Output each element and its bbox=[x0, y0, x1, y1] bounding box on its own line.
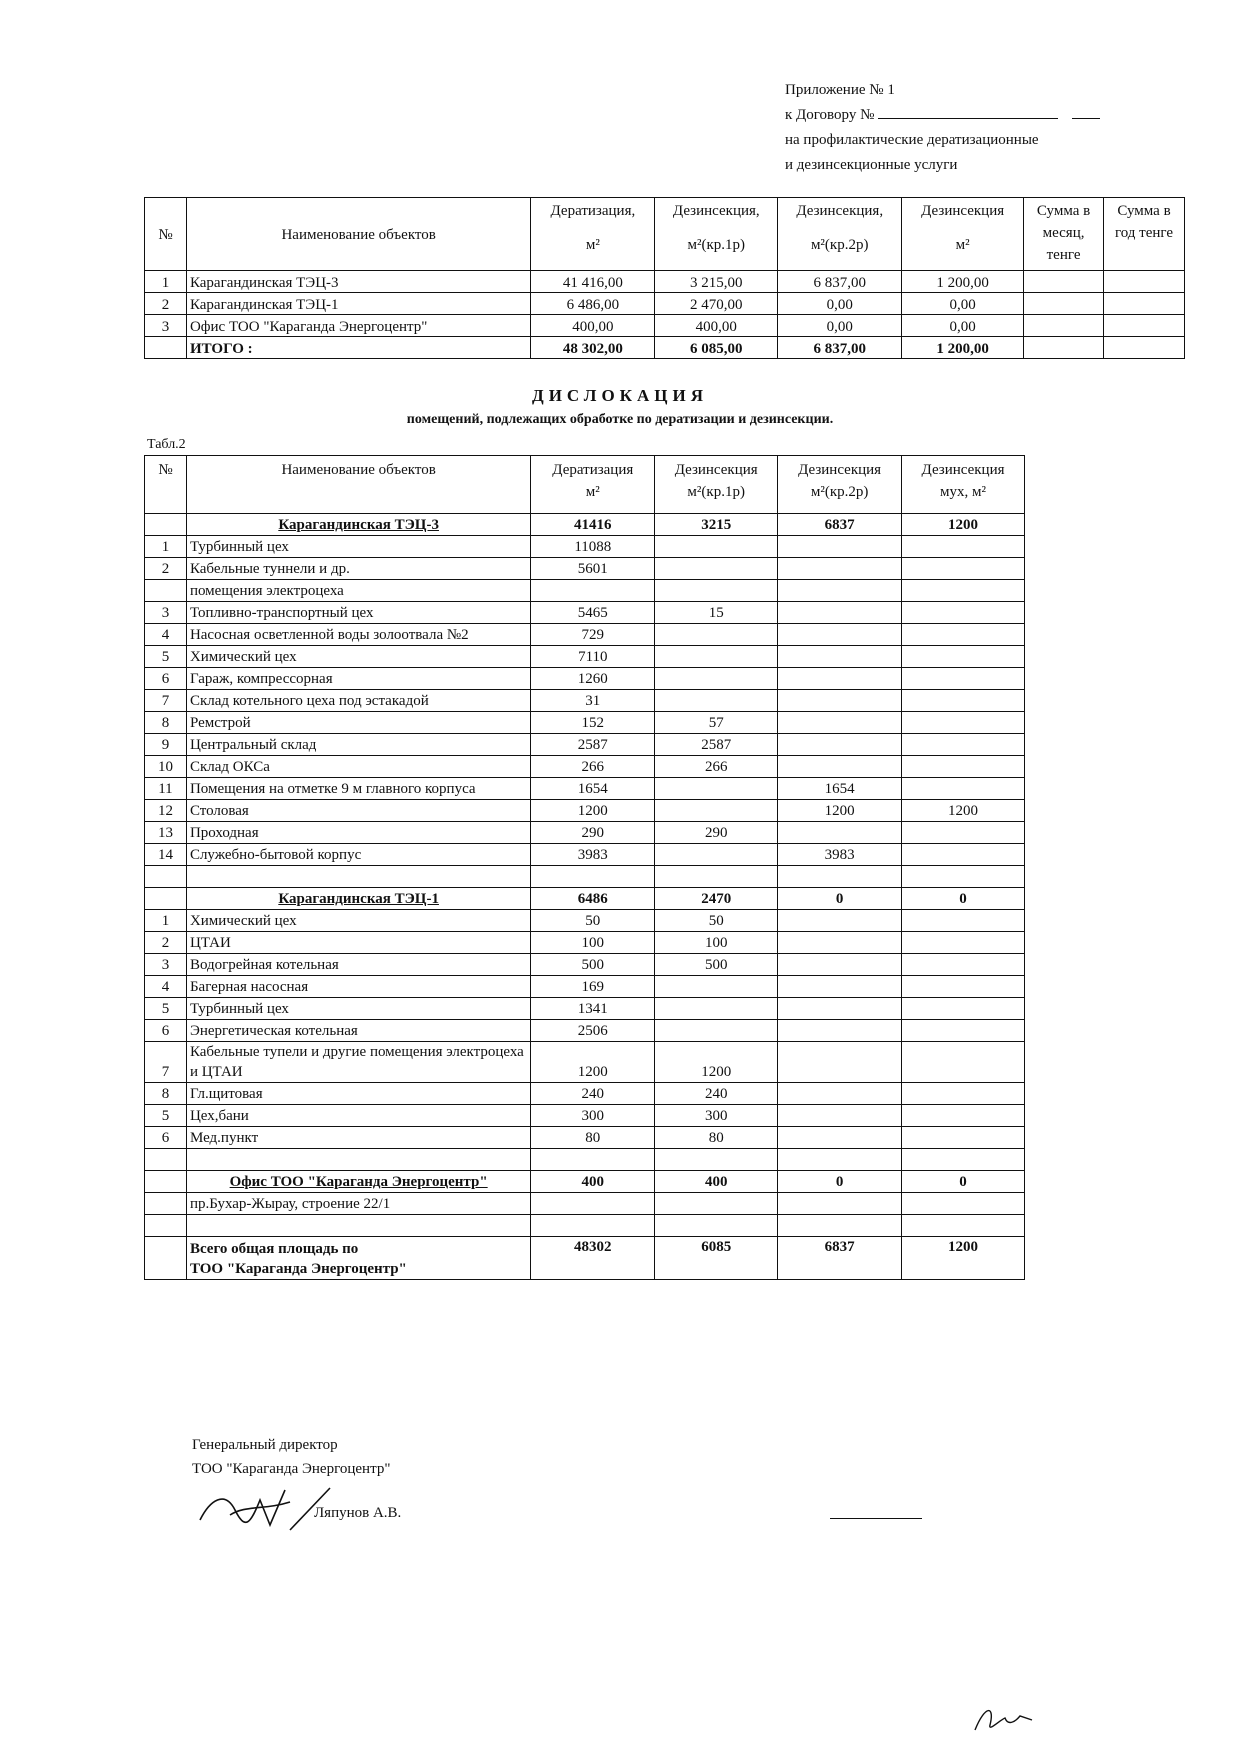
dislocation-body bbox=[145, 514, 1025, 1280]
col-dez3: Дезинсекция мух, м² bbox=[902, 456, 1025, 514]
table-row: 3 Офис ТОО "Караганда Энергоцентр" 400,00 400,00 0,00 0,00 bbox=[145, 315, 1185, 337]
contract-label: к Договору № bbox=[785, 107, 875, 123]
table-row: 6 Энергетическая котельная 2506 bbox=[145, 1020, 1025, 1042]
handwritten-signature-icon bbox=[190, 1480, 340, 1540]
contract-number-blank bbox=[878, 104, 1058, 119]
table-row: 12 Столовая 1200 1200 1200 bbox=[145, 800, 1025, 822]
col-name: Наименование объектов bbox=[186, 198, 530, 271]
col-num: № bbox=[145, 198, 187, 271]
dislocation-header-row bbox=[145, 456, 1025, 514]
table-row: 11 Помещения на отметке 9 м главного корпуса 1654 1654 bbox=[145, 778, 1025, 800]
contract-date-blank bbox=[1072, 104, 1100, 119]
total-row: ИТОГО : 48 302,00 6 085,00 6 837,00 1 200,00 bbox=[145, 337, 1185, 359]
col-dez2: Дезинсекция, м²(кр.2р) bbox=[778, 198, 902, 271]
address-row: пр.Бухар-Жырау, строение 22/1 bbox=[145, 1193, 1025, 1215]
col-num: № bbox=[145, 456, 187, 514]
signer-position: Генеральный директор bbox=[192, 1437, 338, 1453]
table-row: 8 Ремстрой 152 57 bbox=[145, 712, 1025, 734]
col-derat: Дератизация м² bbox=[531, 456, 655, 514]
section-row-tec1: Карагандинская ТЭЦ-1 6486 2470 0 0 bbox=[145, 888, 1025, 910]
dislocation-table bbox=[144, 455, 1025, 1280]
dislocation-subtitle: помещений, подлежащих обработке по дератизации и дезинсекции. bbox=[406, 412, 834, 427]
spacer-row bbox=[145, 1215, 1025, 1237]
table-row: 6 Гараж, компрессорная 1260 bbox=[145, 668, 1025, 690]
table-row: 2 Кабельные туннели и др. 5601 bbox=[145, 558, 1025, 580]
grand-total-company: ТОО "Караганда Энергоцентр" bbox=[189, 1261, 407, 1277]
table-row: 5 Химический цех 7110 bbox=[145, 646, 1025, 668]
summary-header-row bbox=[145, 198, 1185, 271]
spacer-row bbox=[145, 866, 1025, 888]
contract-subject-2: и дезинсекционные услуги bbox=[785, 157, 958, 173]
table-row: 4 Багерная насосная 169 bbox=[145, 976, 1025, 998]
col-dez3: Дезинсекция м² bbox=[902, 198, 1024, 271]
section-row-tec3: Карагандинская ТЭЦ-3 41416 3215 6837 1200 bbox=[145, 514, 1025, 536]
table-row: 2 ЦТАИ 100 100 bbox=[145, 932, 1025, 954]
col-dez1: Дезинсекция м²(кр.1р) bbox=[655, 456, 778, 514]
table-row: 4 Насосная осветленной воды золоотвала №2 729 bbox=[145, 624, 1025, 646]
table-row: 14 Служебно-бытовой корпус 3983 3983 bbox=[145, 844, 1025, 866]
col-name: Наименование объектов bbox=[186, 456, 530, 514]
table-row: 3 Водогрейная котельная 500 500 bbox=[145, 954, 1025, 976]
table-row: 7 Склад котельного цеха под эстакадой 31 bbox=[145, 690, 1025, 712]
contract-subject: на профилактические дератизационные bbox=[785, 132, 1039, 148]
appendix-header bbox=[785, 78, 1100, 178]
col-dez2: Дезинсекция м²(кр.2р) bbox=[778, 456, 902, 514]
table-row: 13 Проходная 290 290 bbox=[145, 822, 1025, 844]
table-row: 9 Центральный склад 2587 2587 bbox=[145, 734, 1025, 756]
grand-total-label: Всего общая площадь по bbox=[189, 1241, 359, 1257]
summary-table bbox=[144, 197, 1185, 359]
col-sum-month: Сумма в месяц, тенге bbox=[1024, 198, 1104, 271]
col-dez1: Дезинсекция, м²(кр.1р) bbox=[655, 198, 778, 271]
table-row: 8 Гл.щитовая 240 240 bbox=[145, 1083, 1025, 1105]
dislocation-title: ДИСЛОКАЦИЯ bbox=[532, 386, 708, 405]
table-row: 5 Турбинный цех 1341 bbox=[145, 998, 1025, 1020]
signer-name: Ляпунов А.В. bbox=[314, 1505, 402, 1521]
col-derat: Дератизация, м² bbox=[531, 198, 655, 271]
second-signature-line bbox=[830, 1518, 922, 1519]
col-sum-year: Сумма в год тенге bbox=[1104, 198, 1185, 271]
table-row: 6 Мед.пункт 80 80 bbox=[145, 1127, 1025, 1149]
table-row: 1 Турбинный цех 11088 bbox=[145, 536, 1025, 558]
section-row-office: Офис ТОО "Караганда Энергоцентр" 400 400 0 0 bbox=[145, 1171, 1025, 1193]
table-row: 1 Химический цех 50 50 bbox=[145, 910, 1025, 932]
grand-total-row: Всего общая площадь по ТОО "Караганда Энергоцентр" 48302 6085 6837 1200 bbox=[145, 1237, 1025, 1280]
table-row: 5 Цех,бани 300 300 bbox=[145, 1105, 1025, 1127]
table-row: 2 Карагандинская ТЭЦ-1 6 486,00 2 470,00 0,00 0,00 bbox=[145, 293, 1185, 315]
table-row: 7 Кабельные тупели и другие помещения электроцеха и ЦТАИ 1200 1200 bbox=[145, 1042, 1025, 1083]
table-row: 3 Топливно-транспортный цех 5465 15 bbox=[145, 602, 1025, 624]
contract-ref bbox=[785, 103, 1100, 128]
initials-mark-icon bbox=[970, 1700, 1040, 1736]
spacer-row bbox=[145, 1149, 1025, 1171]
appendix-title: Приложение № 1 bbox=[785, 82, 895, 98]
signer-company: ТОО "Караганда Энергоцентр" bbox=[192, 1461, 391, 1477]
table-row: 1 Карагандинская ТЭЦ-3 41 416,00 3 215,00 6 837,00 1 200,00 bbox=[145, 271, 1185, 293]
table-label: Табл.2 bbox=[147, 437, 186, 452]
table-row: помещения электроцеха bbox=[145, 580, 1025, 602]
table-row: 10 Склад ОКСа 266 266 bbox=[145, 756, 1025, 778]
